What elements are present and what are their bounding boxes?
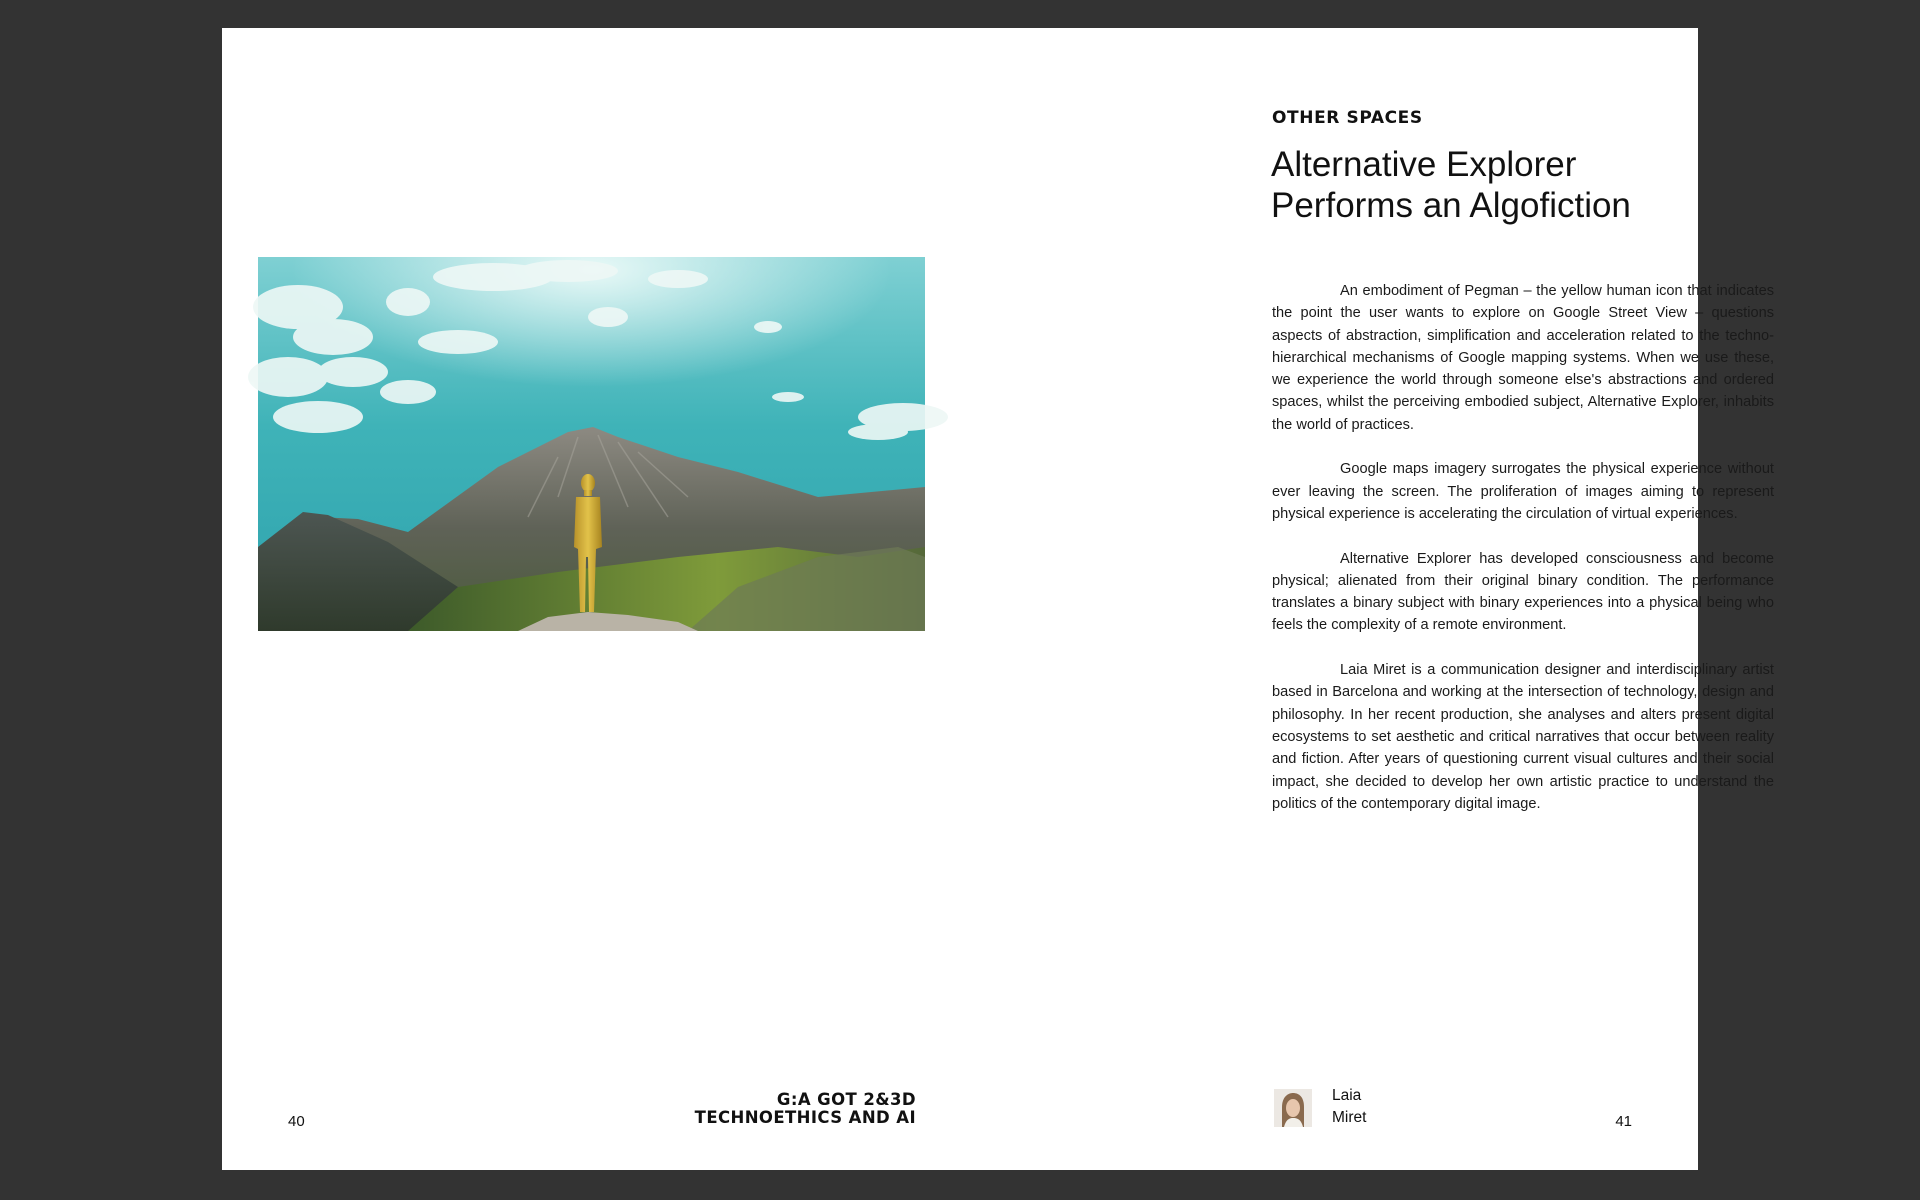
body-paragraph: Alternative Explorer has developed consciousness and become physical; alienated from their original binary condition. The performance translates a binary subject with binary experiences into a physical being who feels the complexity of a remote environment. xyxy=(1272,550,1774,634)
page-spread xyxy=(222,28,1774,1170)
body-paragraph: Laia Miret is a communication designer and interdisciplinary artist based in Barcelona and working at the intersection of technology, design and philosophy. In her recent production, she analyses and alters present digital ecosystems to set aesthetic and critical narratives that occur between reality and fiction. After years of questioning current visual cultures and their social impact, she decided to develop her own artistic practice to understand the politics of the contemporary digital image. xyxy=(1272,662,1774,812)
body-paragraph: Google maps imagery surrogates the physical experience without ever leaving the screen. The proliferation of images aiming to represent physical experience is accelerating the circulation of virtual experiences. xyxy=(1272,461,1774,522)
page-number-left: 40 xyxy=(288,1113,305,1130)
left-page xyxy=(222,28,960,1170)
article-title-line2: Performs an Algofiction xyxy=(1271,186,1631,225)
author-first-name: Laia xyxy=(1332,1087,1362,1104)
publication-title-line2: TECHNOETHICS AND AI xyxy=(694,1108,916,1127)
author-last-name: Miret xyxy=(1332,1109,1367,1126)
author-name xyxy=(1332,1085,1412,1129)
right-page xyxy=(960,28,1774,1170)
body-paragraph: An embodiment of Pegman – the yellow human icon that indicates the point the user wants to explore on Google Street View – questions aspects of abstraction, simplification and acceleration related to the techno-hierarchical mechanisms of Google mapping systems. When we use these, we experience the world through someone else's abstractions and ordered spaces, whilst the perceiving embodied subject, Alternative Explorer, inhabits the world of practices. xyxy=(1272,283,1774,433)
photo-illustration xyxy=(258,257,925,631)
mountain-photo xyxy=(258,257,925,631)
article-title xyxy=(1271,144,1771,226)
page-number-right: 41 xyxy=(1615,1113,1632,1130)
avatar-portrait xyxy=(1274,1089,1312,1127)
article-title-line1: Alternative Explorer xyxy=(1271,145,1577,184)
publication-title-line1: G:A GOT 2&3D xyxy=(776,1090,916,1109)
article-body xyxy=(1272,280,1774,837)
publication-title xyxy=(695,1091,916,1127)
section-label: OTHER SPACES xyxy=(1272,108,1423,128)
author-avatar xyxy=(1274,1089,1312,1127)
